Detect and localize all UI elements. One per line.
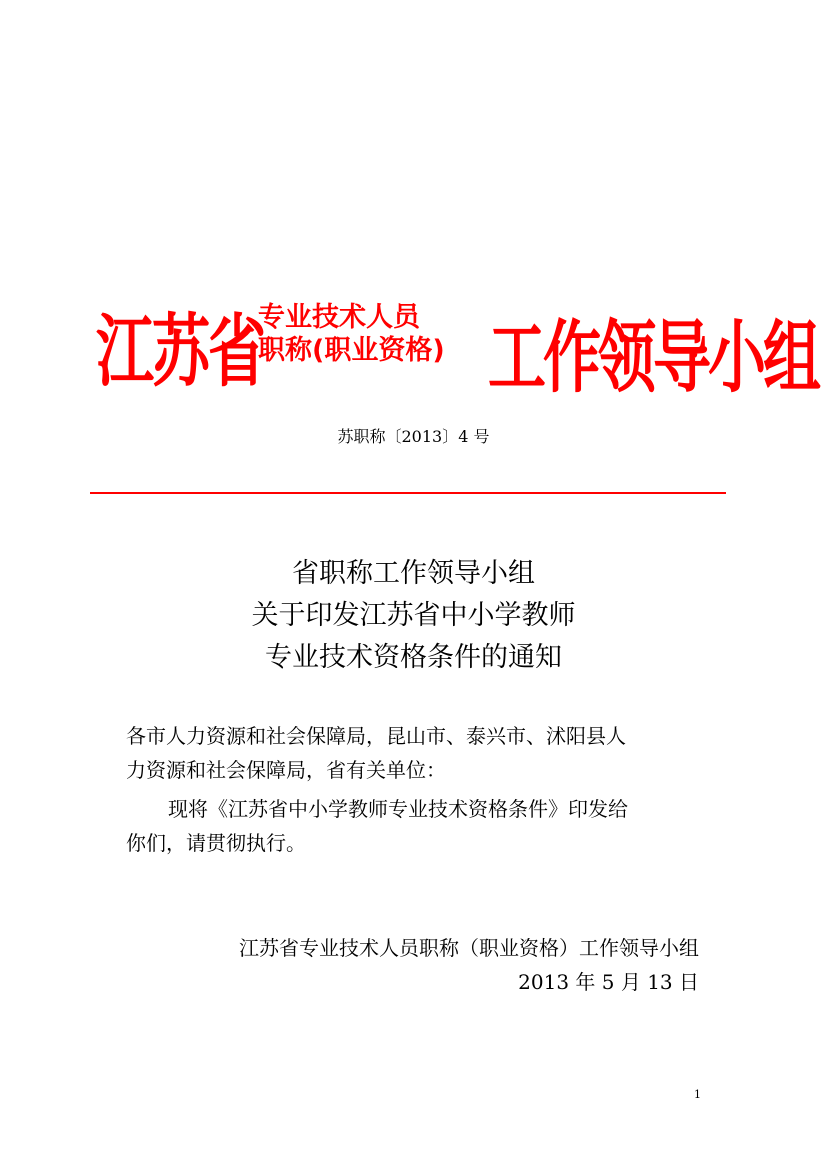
letterhead-middle (258, 301, 445, 367)
letterhead-middle-line2: 职称(职业资格) (258, 335, 445, 366)
title-line-1: 省职称工作领导小组 (292, 558, 535, 589)
addressee-line-1: 各市人力资源和社会保障局，昆山市、泰兴市、沭阳县人 (126, 724, 626, 748)
document-title (0, 553, 827, 679)
signature-date: 2013 年 5 月 13 日 (518, 970, 699, 994)
letterhead (96, 288, 819, 404)
addressee (126, 719, 706, 787)
document-number: 苏职称〔2013〕4 号 (337, 427, 490, 446)
letterhead-middle-line1: 专业技术人员 (258, 302, 420, 333)
body-line-1: 现将《江苏省中小学教师专业技术资格条件》印发给 (168, 797, 628, 821)
addressee-line-2: 力资源和社会保障局，省有关单位： (126, 758, 446, 782)
page-number: 1 (694, 1088, 701, 1101)
red-divider (90, 492, 726, 494)
title-line-2: 关于印发江苏省中小学教师 (251, 600, 576, 631)
title-line-3: 专业技术资格条件的通知 (265, 642, 562, 673)
body-paragraph (126, 792, 706, 860)
letterhead-group: 工作领导小组 (488, 311, 819, 404)
signature-org: 江苏省专业技术人员职称（职业资格）工作领导小组 (239, 936, 699, 960)
letterhead-province: 江苏省 (96, 305, 265, 398)
body-line-2: 你们，请贯彻执行。 (126, 831, 306, 855)
